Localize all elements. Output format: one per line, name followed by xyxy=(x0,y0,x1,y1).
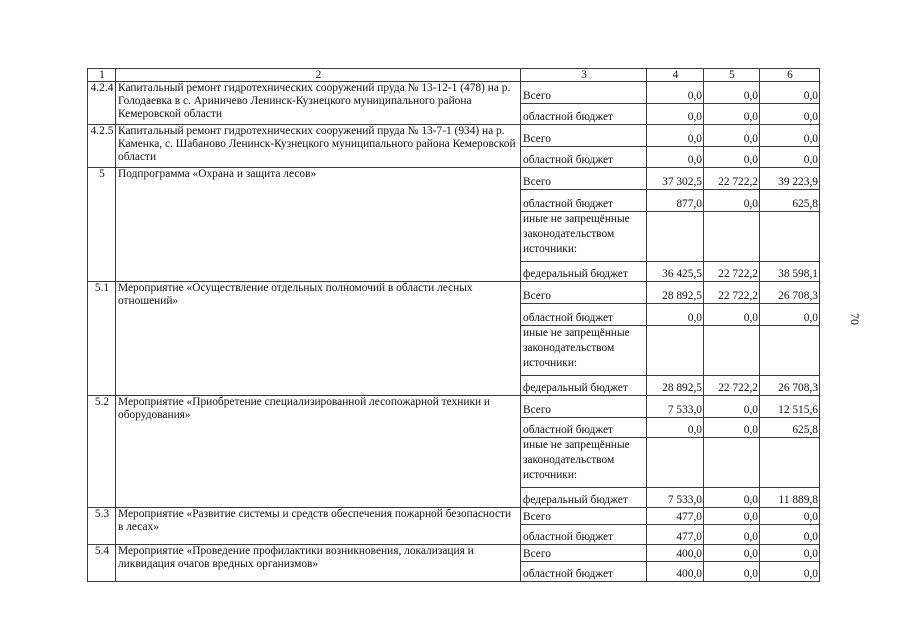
amount-col-6: 11 889,8 xyxy=(760,488,820,508)
funding-source: Всего xyxy=(521,82,647,104)
table-row xyxy=(88,282,820,304)
funding-source: областной бюджет xyxy=(521,304,647,326)
amount-col-6: 0,0 xyxy=(760,304,820,326)
table-body xyxy=(88,69,820,582)
amount-col-4: 400,0 xyxy=(647,562,704,582)
amount-col-5 xyxy=(704,326,760,376)
row-name: Подпрограмма «Охрана и защита лесов» xyxy=(116,168,521,282)
amount-col-4: 0,0 xyxy=(647,82,704,104)
column-number-5: 5 xyxy=(704,69,760,82)
amount-col-4: 28 892,5 xyxy=(647,376,704,396)
amount-col-4: 400,0 xyxy=(647,545,704,562)
column-number-1: 1 xyxy=(88,69,116,82)
funding-source: федеральный бюджет xyxy=(521,488,647,508)
funding-source: федеральный бюджет xyxy=(521,376,647,396)
amount-col-4: 477,0 xyxy=(647,525,704,545)
funding-source: областной бюджет xyxy=(521,190,647,212)
amount-col-6 xyxy=(760,212,820,262)
table-row xyxy=(88,545,820,562)
table-row xyxy=(88,82,820,104)
row-name: Капитальный ремонт гидротехнических сооружений пруда № 13-12-1 (478) на р. Голодаевка в с. Ариничево Ленинск-Кузнецкого муниципального района Кемеровской области xyxy=(116,82,521,125)
amount-col-5 xyxy=(704,438,760,488)
amount-col-6: 0,0 xyxy=(760,125,820,147)
amount-col-5: 22 722,2 xyxy=(704,262,760,282)
table-row xyxy=(88,125,820,147)
amount-col-4 xyxy=(647,326,704,376)
column-number-6: 6 xyxy=(760,69,820,82)
amount-col-5: 0,0 xyxy=(704,125,760,147)
amount-col-6: 625,8 xyxy=(760,190,820,212)
amount-col-5: 22 722,2 xyxy=(704,168,760,190)
amount-col-5 xyxy=(704,212,760,262)
amount-col-5: 0,0 xyxy=(704,508,760,525)
row-name: Капитальный ремонт гидротехнических сооружений пруда № 13-7-1 (934) на р. Каменка, с. Шабаново Ленинск-Кузнецкого муниципального района Кемеровской области xyxy=(116,125,521,168)
amount-col-4: 0,0 xyxy=(647,125,704,147)
row-number: 4.2.4 xyxy=(88,82,116,125)
amount-col-6: 0,0 xyxy=(760,104,820,125)
amount-col-6: 12 515,6 xyxy=(760,396,820,418)
amount-col-4: 477,0 xyxy=(647,508,704,525)
amount-col-5: 0,0 xyxy=(704,488,760,508)
amount-col-5: 0,0 xyxy=(704,104,760,125)
row-number: 5.2 xyxy=(88,396,116,508)
funding-source: Всего xyxy=(521,282,647,304)
row-number: 5.1 xyxy=(88,282,116,396)
funding-source: Всего xyxy=(521,396,647,418)
amount-col-6: 0,0 xyxy=(760,147,820,168)
amount-col-5: 0,0 xyxy=(704,396,760,418)
column-number-2: 2 xyxy=(116,69,521,82)
amount-col-6: 0,0 xyxy=(760,82,820,104)
row-name: Мероприятие «Проведение профилактики возникновения, локализация и ликвидация очагов вредных организмов» xyxy=(116,545,521,582)
amount-col-6: 26 708,3 xyxy=(760,282,820,304)
amount-col-6 xyxy=(760,326,820,376)
funding-source: иные не запрещённые законодательством источники: xyxy=(521,212,647,262)
amount-col-4: 37 302,5 xyxy=(647,168,704,190)
amount-col-4: 0,0 xyxy=(647,104,704,125)
funding-source: Всего xyxy=(521,545,647,562)
amount-col-5: 0,0 xyxy=(704,82,760,104)
amount-col-5: 0,0 xyxy=(704,545,760,562)
funding-source: областной бюджет xyxy=(521,562,647,582)
row-name: Мероприятие «Осуществление отдельных полномочий в области лесных отношений» xyxy=(116,282,521,396)
row-name: Мероприятие «Развитие системы и средств обеспечения пожарной безопасности в лесах» xyxy=(116,508,521,545)
row-number: 5 xyxy=(88,168,116,282)
funding-source: иные не запрещённые законодательством источники: xyxy=(521,326,647,376)
amount-col-6 xyxy=(760,438,820,488)
funding-source: Всего xyxy=(521,168,647,190)
amount-col-6: 39 223,9 xyxy=(760,168,820,190)
funding-source: областной бюджет xyxy=(521,525,647,545)
column-number-3: 3 xyxy=(521,69,647,82)
row-number: 4.2.5 xyxy=(88,125,116,168)
budget-table xyxy=(87,68,820,582)
amount-col-5: 0,0 xyxy=(704,190,760,212)
amount-col-6: 38 598,1 xyxy=(760,262,820,282)
amount-col-4: 0,0 xyxy=(647,304,704,326)
amount-col-4: 7 533,0 xyxy=(647,396,704,418)
amount-col-4: 36 425,5 xyxy=(647,262,704,282)
table-row xyxy=(88,508,820,525)
amount-col-4: 0,0 xyxy=(647,147,704,168)
row-name: Мероприятие «Приобретение специализированной лесопожарной техники и оборудования» xyxy=(116,396,521,508)
column-number-4: 4 xyxy=(647,69,704,82)
page-number: 70 xyxy=(848,313,862,325)
amount-col-5: 0,0 xyxy=(704,562,760,582)
amount-col-6: 0,0 xyxy=(760,562,820,582)
amount-col-4: 0,0 xyxy=(647,418,704,438)
funding-source: Всего xyxy=(521,125,647,147)
amount-col-6: 0,0 xyxy=(760,525,820,545)
funding-source: Всего xyxy=(521,508,647,525)
table-row xyxy=(88,168,820,190)
funding-source: федеральный бюджет xyxy=(521,262,647,282)
row-number: 5.3 xyxy=(88,508,116,545)
amount-col-4: 28 892,5 xyxy=(647,282,704,304)
funding-source: областной бюджет xyxy=(521,147,647,168)
amount-col-5: 0,0 xyxy=(704,525,760,545)
column-number-row xyxy=(88,69,820,82)
amount-col-4 xyxy=(647,212,704,262)
amount-col-5: 22 722,2 xyxy=(704,376,760,396)
amount-col-4 xyxy=(647,438,704,488)
amount-col-6: 625,8 xyxy=(760,418,820,438)
amount-col-5: 0,0 xyxy=(704,418,760,438)
amount-col-6: 0,0 xyxy=(760,545,820,562)
funding-source: иные не запрещённые законодательством источники: xyxy=(521,438,647,488)
funding-source: областной бюджет xyxy=(521,104,647,125)
amount-col-6: 26 708,3 xyxy=(760,376,820,396)
amount-col-6: 0,0 xyxy=(760,508,820,525)
amount-col-5: 0,0 xyxy=(704,147,760,168)
row-number: 5.4 xyxy=(88,545,116,582)
amount-col-5: 22 722,2 xyxy=(704,282,760,304)
funding-source: областной бюджет xyxy=(521,418,647,438)
amount-col-4: 877,0 xyxy=(647,190,704,212)
table-row xyxy=(88,396,820,418)
amount-col-5: 0,0 xyxy=(704,304,760,326)
amount-col-4: 7 533,0 xyxy=(647,488,704,508)
